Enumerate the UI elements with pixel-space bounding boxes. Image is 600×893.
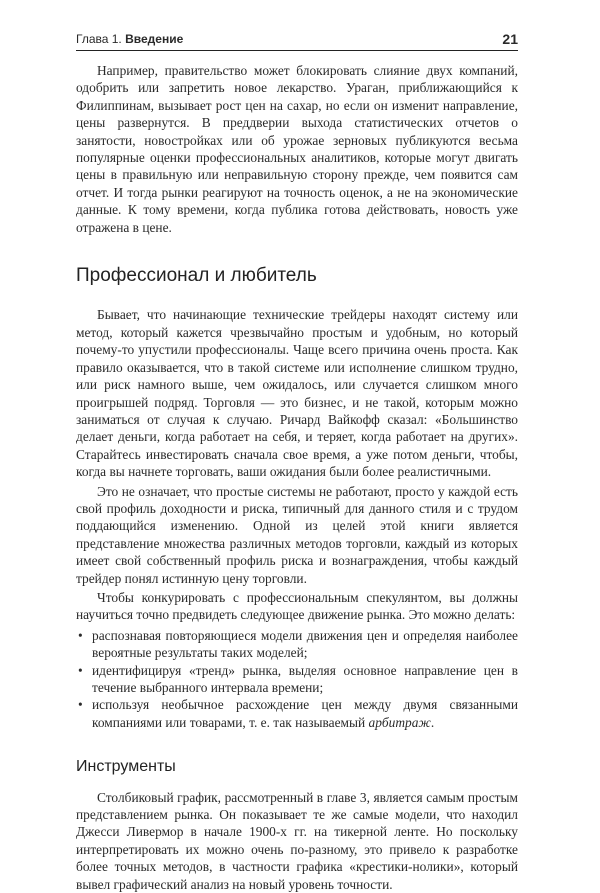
paragraph: Столбиковый график, рассмотренный в главе 3, является самым простым представлением рынка. Он показывает те же самые модели, что находил Джесси Ливермор в начале 1900-х гг. на тикерной ленте. Но поскольку интерпретировать их можно очень по-разному, это привело к разработке более точных методов, в частности графика «крестики-нолики», который вывел графический анализ на новый уровень точности. xyxy=(76,789,518,892)
paragraph: Это не означает, что простые системы не работают, просто у каждой есть свой профиль доходности и риска, типичный для данного стиля и с трудом поддающийся изменению. Одной из целей этой книги является представление множества различных методов торговли, каждый из которых имеет свой собственный профиль риска и вознаграждения, чтобы каждый трейдер понял истинную цену торговли. xyxy=(76,483,518,586)
list-item xyxy=(76,696,518,731)
italic-term: арбитраж xyxy=(368,714,431,730)
paragraph: Бывает, что начинающие технические трейдеры находят систему или метод, который кажется чрезвычайно простым и удобным, но который почему-то упустили профессионалы. Чаще всего причина очень проста. Как правило оказывается, что в такой системе или исполнение слишком трудно, или риск намного выше, чем ожидалось, или случается слишком много проигрышей подряд. Торговля — это бизнес, и не такой, которым можно заниматься от случая к случаю. Ричард Вайкофф сказал: «Большинство делает деньги, когда работает на себя, и теряет, когда работает на других». Старайтесь инвестировать сначала свое время, а уже потом деньги, чтобы, когда вы начнете торговать, ваши ожидания были более реалистичными. xyxy=(76,307,518,480)
paragraph: Чтобы конкурировать с профессиональным спекулянтом, вы должны научиться точно предвидеть следующее движение рынка. Это можно делать: xyxy=(76,589,518,623)
bullet-icon: • xyxy=(78,697,83,713)
running-header xyxy=(76,30,518,51)
list-item-text: идентифицируя «тренд» рынка, выделяя основное направление цен в течение выбранного интервала времени; xyxy=(92,662,518,695)
bullet-icon: • xyxy=(78,627,83,643)
bullet-icon: • xyxy=(78,662,83,678)
page-body xyxy=(76,62,518,893)
bullet-list xyxy=(76,627,518,731)
list-item xyxy=(76,662,518,697)
list-item-end: . xyxy=(430,714,435,730)
page-number: 21 xyxy=(502,31,518,47)
section-heading-tools: Инструменты xyxy=(76,758,176,776)
list-item-text: распознавая повторяющиеся модели движения цен и определяя наиболее вероятные результаты таких моделей; xyxy=(92,627,518,661)
intro-paragraph: Например, правительство может блокировать слияние двух компаний, одобрить или запретить новое лекарство. Ураган, приближающийся к Филиппинам, вызывает рост цен на сахар, но если он изменит направление, цены развернутся. В преддверии выхода статистических отчетов о занятости, новостройках или об урожае зерновых публикуются весьма популярные оценки профессиональных аналитиков, которые могут двигать цены в правильную или неправильную сторону прежде, чем появится сам отчет. И тогда рынки реагируют на точность оценок, а не на экономические данные. К тому времени, когда публика готова действовать, новость уже отражена в цене. xyxy=(76,63,518,235)
chapter-label xyxy=(76,32,183,46)
chapter-title: Введение xyxy=(125,32,184,46)
list-item xyxy=(76,627,518,662)
chapter-prefix: Глава 1. xyxy=(76,32,122,46)
list-item-text: используя необычное расхождение цен между двумя связанными компаниями или товарами, т. е. так называемый xyxy=(92,697,518,730)
section-heading-professional: Профессионал и любитель xyxy=(76,265,317,287)
